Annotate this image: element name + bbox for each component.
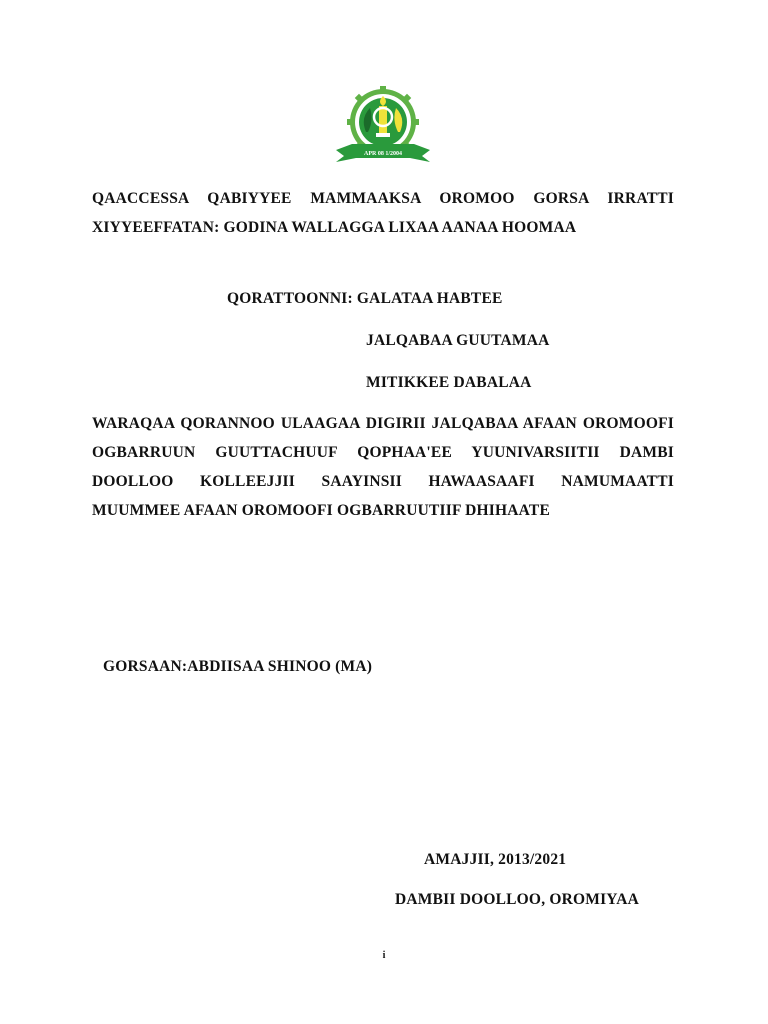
- thesis-purpose-statement: WARAQAA QORANNOO ULAAGAA DIGIRII JALQABAA AFAAN OROMOOFI OGBARRUUN GUUTTACHUUF QOPHAA'EE YUUNIVARSIITII DAMBI DOOLLOO KOLLEEJJII SAAYINSII HAWAASAAFI NAMUMAATTI MUUMMEE AFAAN OROMOOFI OGBARRUUTIIF DHIHAATE: [92, 415, 674, 519]
- submission-place: DAMBII DOOLLOO, OROMIYAA: [395, 891, 640, 908]
- author-line-3: MITIKKEE DABALAA: [366, 374, 532, 391]
- advisor-line: GORSAAN:ABDIISAA SHINOO (MA): [103, 658, 373, 675]
- submission-date: AMAJJII, 2013/2021: [424, 851, 567, 868]
- page-number: i: [382, 950, 386, 961]
- logo-torch-base: [376, 133, 390, 137]
- thesis-title: QAACCESSA QABIYYEE MAMMAAKSA OROMOO GORSA IRRATTI XIYYEEFFATAN: GODINA WALLAGGA LIXAA AANAA HOOMAA: [92, 190, 674, 236]
- author-line-1: QORATTOONNI: GALATAA HABTEE: [227, 290, 503, 307]
- dambi-dollo-university-logo-icon: [330, 84, 436, 170]
- logo-ribbon-text: APR 08 1/2004: [364, 151, 402, 157]
- logo-torch-stem: [379, 106, 387, 134]
- author-line-2: JALQABAA GUUTAMAA: [366, 332, 550, 349]
